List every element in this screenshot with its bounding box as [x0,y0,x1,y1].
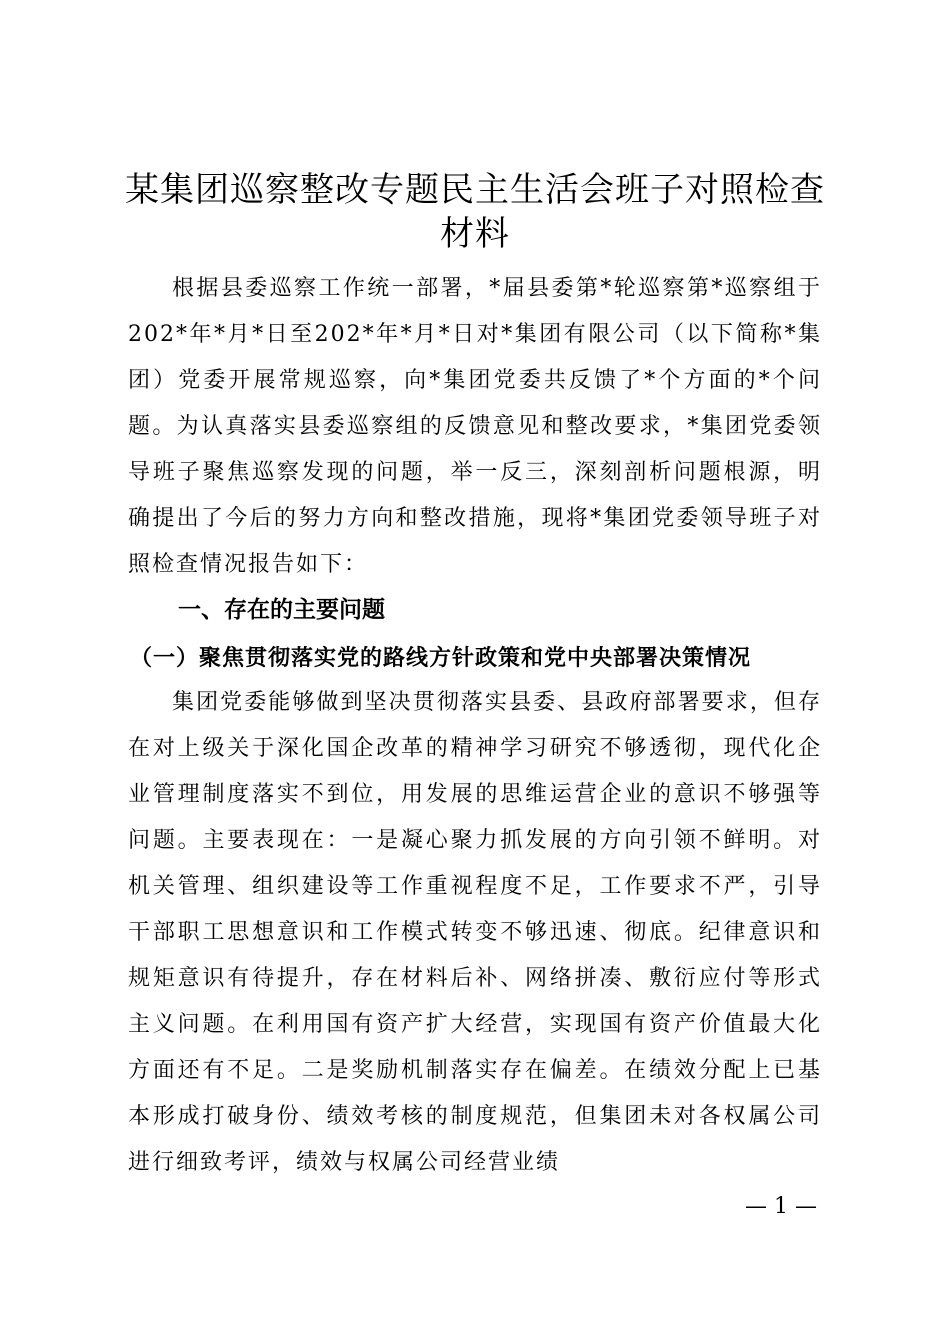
title-line-2: 材料 [440,214,510,254]
document-title [100,168,850,256]
subheading-policy-implementation: （一）聚焦贯彻落实党的路线方针政策和党中央部署决策情况 [130,645,752,671]
intro-section [128,266,822,588]
intro-paragraph: 根据县委巡察工作统一部署，*届县委第*轮巡察第*巡察组于202*年*月*日至202*年*月*日对*集团有限公司（以下简称*集团）党委开展常规巡察，向*集团党委共反馈了*个方面的*个问题。为认真落实县委巡察组的反馈意见和整改要求，*集团党委领导班子聚焦巡察发现的问题，举一反三，深刻剖析问题根源，明确提出了今后的努力方向和整改措施，现将*集团党委领导班子对照检查情况报告如下： [128,276,822,577]
section-body [128,680,822,1186]
page-number: — 1 — [745,1194,817,1219]
title-line-1: 某集团巡察整改专题民主生活会班子对照检查 [125,170,825,210]
section-paragraph: 集团党委能够做到坚决贯彻落实县委、县政府部署要求，但存在对上级关于深化国企改革的精神学习研究不够透彻，现代化企业管理制度落实不到位，用发展的思维运营企业的意识不够强等问题。主要表现在：一是凝心聚力抓发展的方向引领不鲜明。对机关管理、组织建设等工作重视程度不足，工作要求不严，引导干部职工思想意识和工作模式转变不够迅速、彻底。纪律意识和规矩意识有待提升，存在材料后补、网络拼凑、敷衍应付等形式主义问题。在利用国有资产扩大经营，实现国有资产价值最大化方面还有不足。二是奖励机制落实存在偏差。在绩效分配上已基本形成打破身份、绩效考核的制度规范，但集团未对各权属公司进行细致考评，绩效与权属公司经营业绩 [128,690,822,1175]
heading-main-problems: 一、存在的主要问题 [178,597,385,623]
